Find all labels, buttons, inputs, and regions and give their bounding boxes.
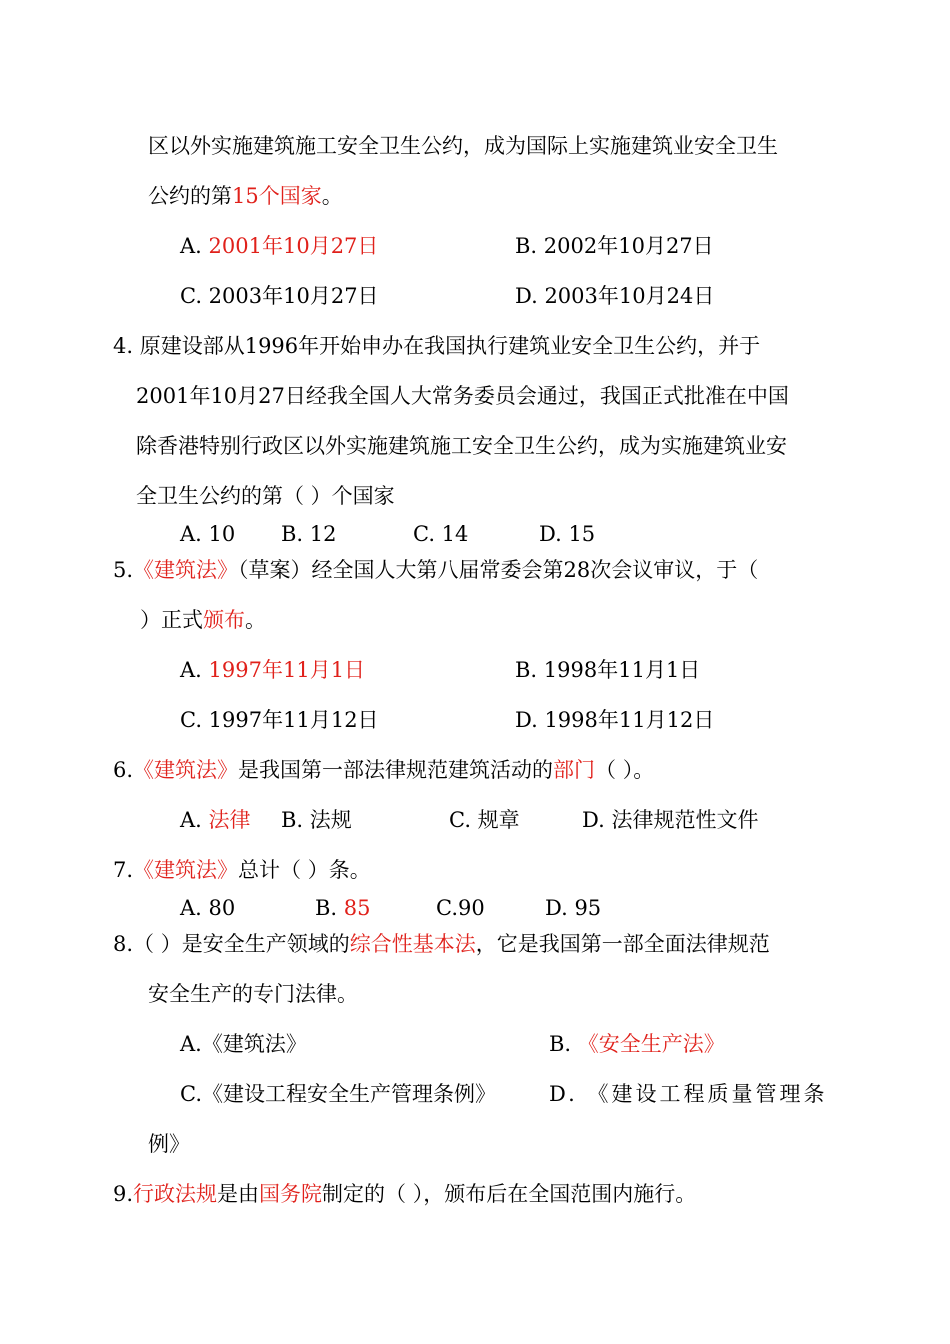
- q8-option-d-continued: 例》: [148, 1132, 190, 1156]
- q4-option-b: B. 12: [281, 522, 337, 546]
- q8-option-d: D. 《建设工程质量管理条: [549, 1082, 828, 1106]
- q9-line-1: 9.行政法规是由国务院制定的（ ），颁布后在全国范围内施行。: [113, 1182, 697, 1206]
- answer-highlight: 国务院: [259, 1182, 323, 1206]
- answer-highlight: 行政法规: [133, 1182, 218, 1206]
- answer-highlight: 《安全生产法》: [577, 1032, 725, 1056]
- q4-line-3: 除香港特别行政区以外实施建筑施工安全卫生公约，成为实施建筑业安: [136, 434, 787, 458]
- answer-highlight: 《建筑法》: [133, 758, 239, 782]
- q5-line-2: ）正式颁布。: [140, 608, 266, 632]
- answer-highlight: 部门: [553, 758, 596, 782]
- q4-option-c: C. 14: [413, 522, 469, 546]
- q6-line-1: 6.《建筑法》是我国第一部法律规范建筑活动的部门（ ）。: [113, 758, 655, 782]
- q7-option-d: D. 95: [545, 896, 602, 920]
- q4-option-d: D. 15: [539, 522, 596, 546]
- answer-highlight: 85: [343, 896, 371, 920]
- q8-option-c: C.《建设工程安全生产管理条例》: [180, 1082, 496, 1106]
- q8-line-2: 安全生产的专门法律。: [148, 982, 358, 1006]
- q8-line-1: 8.（ ）是安全生产领域的综合性基本法，它是我国第一部全面法律规范: [113, 932, 770, 956]
- answer-highlight: 颁布: [203, 608, 245, 632]
- answer-highlight: 15个国家: [232, 184, 322, 208]
- q6-option-d: D. 法律规范性文件: [582, 808, 759, 832]
- answer-highlight: 《建筑法》: [133, 858, 239, 882]
- answer-highlight: 2001年10月27日: [208, 234, 379, 258]
- q4-line-4: 全卫生公约的第（ ）个国家: [136, 484, 395, 508]
- q7-option-a: A. 80: [180, 896, 236, 920]
- q5-option-c: C. 1997年11月12日: [180, 708, 379, 732]
- q8-option-a: A.《建筑法》: [180, 1032, 307, 1056]
- answer-highlight: 1997年11月1日: [208, 658, 366, 682]
- q3-line-1: 区以外实施建筑施工安全卫生公约，成为国际上实施建筑业安全卫生: [148, 134, 778, 158]
- q6-option-b: B. 法规: [281, 808, 352, 832]
- q7-option-b: B. 85: [315, 896, 371, 920]
- answer-highlight: 综合性基本法: [349, 932, 476, 956]
- q3-option-a: A. 2001年10月27日: [180, 234, 379, 258]
- q3-line-2: 公约的第15个国家。: [148, 184, 343, 208]
- q6-option-c: C. 规章: [449, 808, 520, 832]
- q8-option-b: B. 《安全生产法》: [549, 1032, 725, 1056]
- q6-option-a: A. 法律: [180, 808, 251, 832]
- q3-option-d: D. 2003年10月24日: [515, 284, 715, 308]
- q5-line-1: 5.《建筑法》（草案）经全国人大第八届常委会第28次会议审议，于（: [113, 558, 759, 582]
- q3-option-c: C. 2003年10月27日: [180, 284, 379, 308]
- q5-option-d: D. 1998年11月12日: [515, 708, 715, 732]
- q4-line-1: 4. 原建设部从1996年开始申办在我国执行建筑业安全卫生公约，并于: [113, 334, 761, 358]
- q7-option-c: C.90: [436, 896, 485, 920]
- q4-option-a: A. 10: [180, 522, 236, 546]
- q5-option-a: A. 1997年11月1日: [180, 658, 366, 682]
- q7-line-1: 7.《建筑法》总计（ ）条。: [113, 858, 371, 882]
- answer-highlight: 法律: [208, 808, 251, 832]
- q5-option-b: B. 1998年11月1日: [515, 658, 701, 682]
- q3-option-b: B. 2002年10月27日: [515, 234, 714, 258]
- q4-line-2: 2001年10月27日经我全国人大常务委员会通过，我国正式批准在中国: [136, 384, 789, 408]
- answer-highlight: 《建筑法》: [133, 558, 239, 582]
